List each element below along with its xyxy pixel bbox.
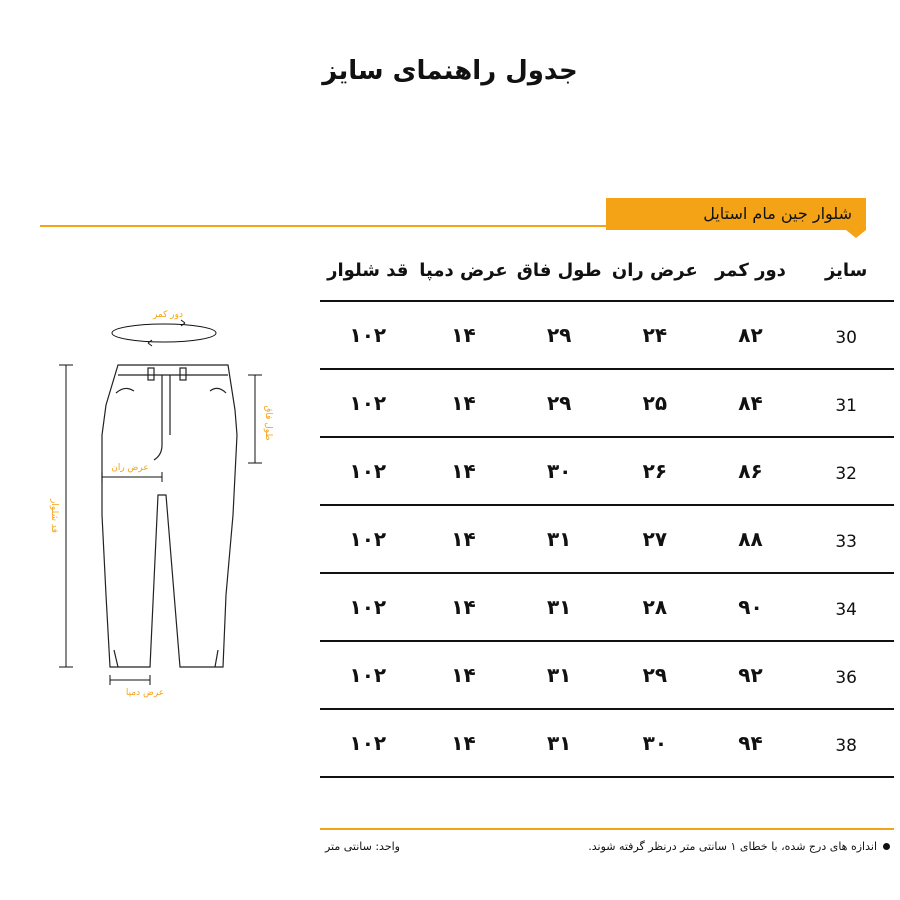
bullet-icon	[883, 843, 890, 850]
waist-cell: ۹۲	[738, 663, 763, 687]
length-cell: ۱۰۲	[349, 663, 387, 687]
table-row	[320, 438, 894, 506]
jeans-diagram	[30, 295, 280, 709]
hem-cell: ۱۴	[451, 595, 476, 619]
rise-measure-icon	[248, 375, 262, 463]
rise-label: طول فاق	[263, 405, 273, 441]
waist-cell: ۸۶	[738, 459, 763, 483]
table-row	[320, 574, 894, 642]
table-row	[320, 642, 894, 710]
length-measure-icon	[59, 365, 73, 667]
size-cell: 36	[835, 668, 857, 688]
thigh-cell: ۲۹	[642, 663, 668, 687]
unit-label: واحد: سانتی متر	[324, 840, 400, 853]
page-title: جدول راهنمای سایز	[322, 56, 578, 86]
thigh-measure-icon	[102, 472, 162, 482]
rise-cell: ۳۱	[546, 663, 572, 687]
hem-cell: ۱۴	[451, 731, 476, 755]
length-cell: ۱۰۲	[349, 459, 387, 483]
length-cell: ۱۰۲	[349, 527, 387, 551]
size-cell: 32	[835, 464, 857, 484]
size-cell: 30	[835, 328, 857, 348]
header-size: سایز	[824, 259, 868, 281]
hem-cell: ۱۴	[451, 663, 476, 687]
thigh-cell: ۳۰	[642, 731, 668, 755]
rise-cell: ۳۱	[546, 595, 572, 619]
tolerance-note	[580, 840, 890, 853]
size-cell: 38	[835, 736, 857, 756]
waist-cell: ۸۲	[738, 323, 763, 347]
waist-cell: ۸۸	[738, 527, 763, 551]
header-rise: طول فاق	[516, 259, 602, 281]
hem-measure-icon	[110, 675, 150, 685]
hem-cell: ۱۴	[451, 391, 476, 415]
thigh-cell: ۲۵	[642, 391, 668, 415]
length-cell: ۱۰۲	[349, 595, 387, 619]
table-header-row	[320, 240, 894, 302]
header-thigh: عرض ران	[611, 259, 698, 281]
thigh-cell: ۲۴	[642, 323, 668, 347]
header-length: قد شلوار	[327, 259, 409, 281]
rise-cell: ۳۰	[546, 459, 572, 483]
waist-label: دور کمر	[152, 310, 184, 320]
length-cell: ۱۰۲	[349, 323, 387, 347]
rise-cell: ۲۹	[546, 391, 572, 415]
size-cell: 34	[835, 600, 857, 620]
product-tag-notch	[846, 230, 866, 238]
length-label: قد شلوار	[49, 499, 59, 533]
size-table	[320, 240, 894, 778]
thigh-label: عرض ران	[111, 463, 149, 473]
thigh-cell: ۲۶	[642, 459, 668, 483]
thigh-cell: ۲۷	[642, 527, 668, 551]
tolerance-note-text: اندازه های درج شده، با خطای ۱ سانتی متر درنظر گرفته شوند.	[588, 840, 877, 853]
hem-cell: ۱۴	[451, 323, 476, 347]
length-cell: ۱۰۲	[349, 731, 387, 755]
product-tag: شلوار جین مام استایل	[606, 198, 866, 230]
header-waist: دور کمر	[715, 259, 786, 281]
table-row	[320, 710, 894, 778]
table-row	[320, 506, 894, 574]
header-hem: عرض دمپا	[419, 259, 508, 281]
hem-cell: ۱۴	[451, 527, 476, 551]
hem-label: عرض دمپا	[125, 688, 165, 698]
table-row	[320, 302, 894, 370]
waist-cell: ۹۴	[738, 731, 763, 755]
rise-cell: ۲۹	[546, 323, 572, 347]
rise-cell: ۳۱	[546, 731, 572, 755]
table-row	[320, 370, 894, 438]
size-cell: 31	[835, 396, 857, 416]
rise-cell: ۳۱	[546, 527, 572, 551]
waist-measure-icon	[112, 324, 216, 342]
waist-cell: ۹۰	[738, 595, 763, 619]
jeans-outline	[102, 365, 237, 667]
thigh-cell: ۲۸	[642, 595, 668, 619]
footer-divider	[320, 828, 894, 830]
size-cell: 33	[835, 532, 857, 552]
header-divider	[40, 225, 608, 227]
waist-cell: ۸۴	[738, 391, 763, 415]
length-cell: ۱۰۲	[349, 391, 387, 415]
hem-cell: ۱۴	[451, 459, 476, 483]
